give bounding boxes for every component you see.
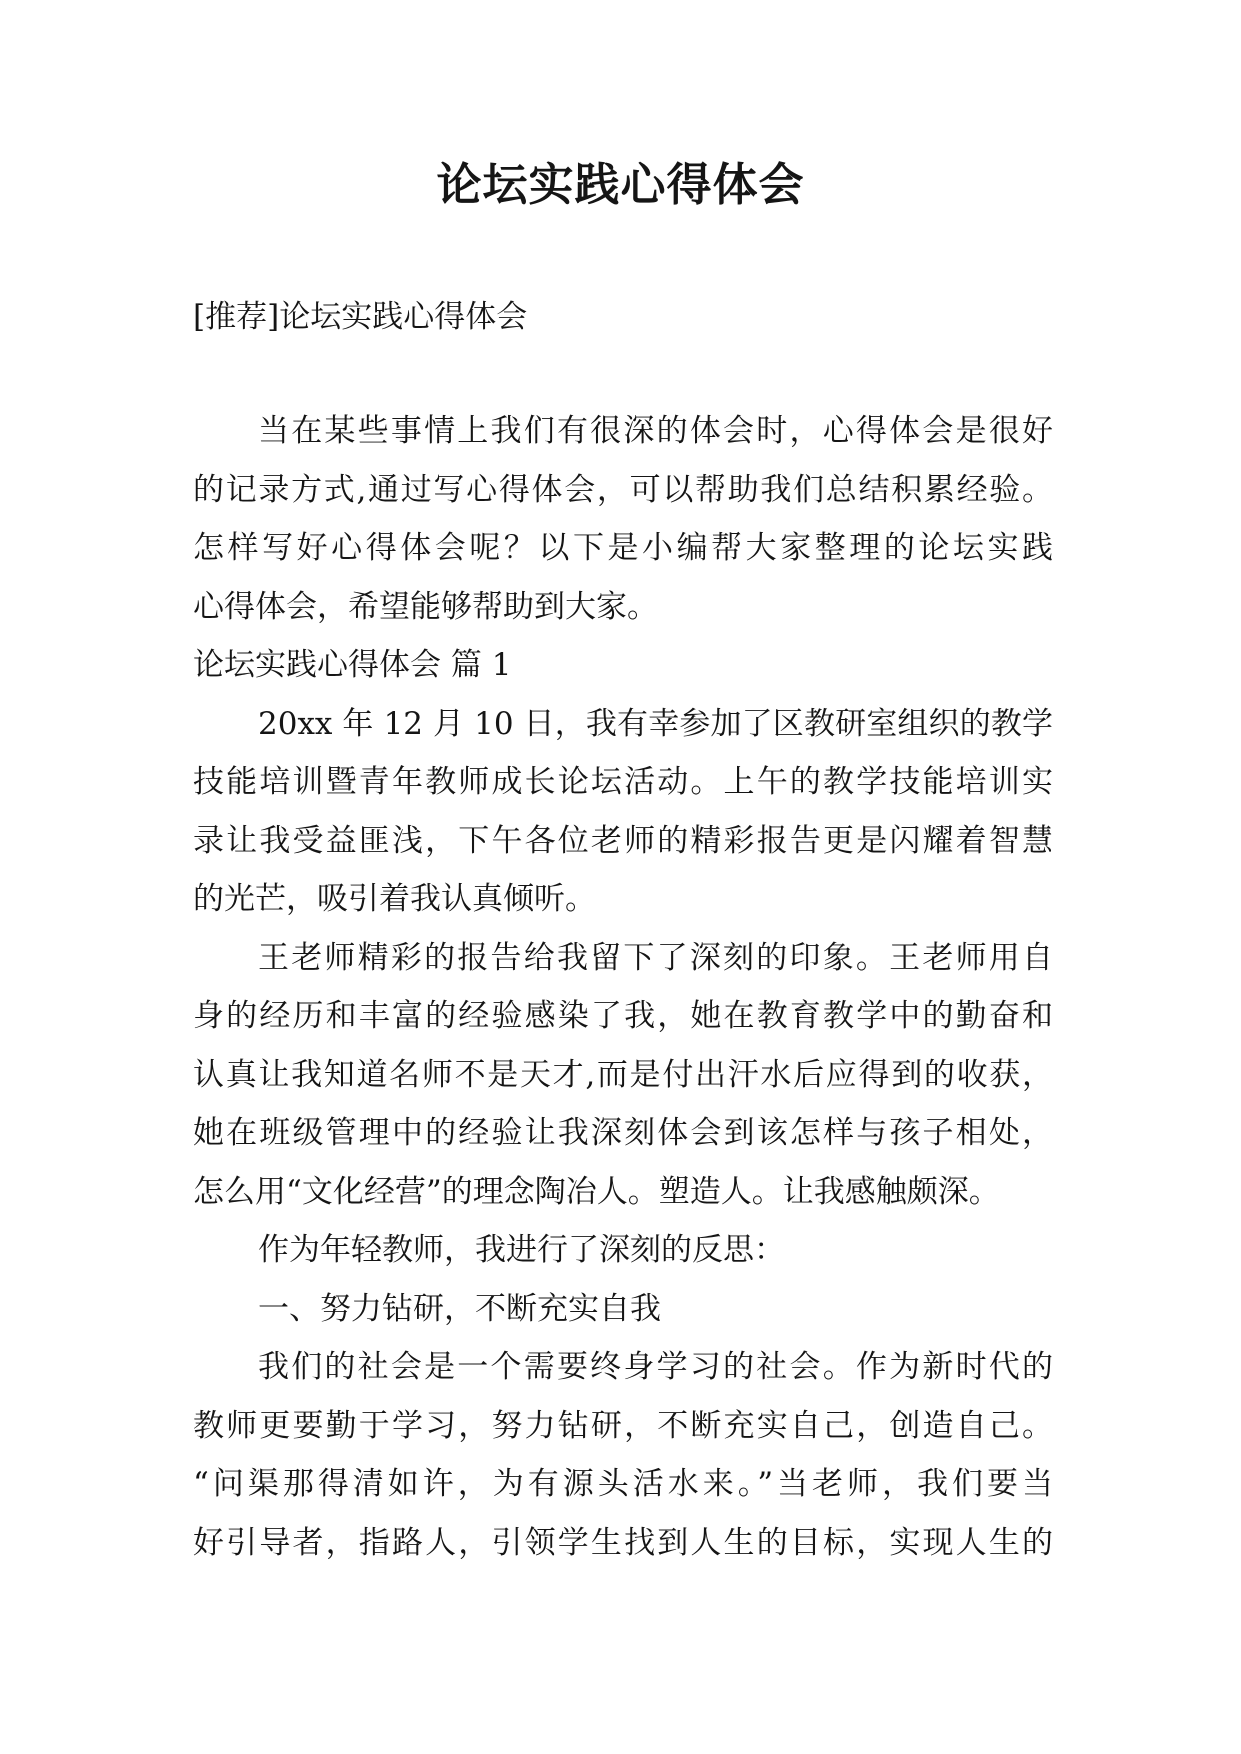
paragraph-reflection-intro [193,1221,1053,1280]
paragraph-teacher-report [193,929,1053,1222]
paragraph-line: 身的经历和丰富的经验感染了我，她在教育教学中的勤奋和 [193,998,1053,1034]
paragraph-line: 好引导者，指路人，引领学生找到人生的目标，实现人生的 [193,1524,1053,1561]
paragraph-line: 作为年轻教师，我进行了深刻的反思： [258,1232,785,1268]
paragraph-line: 技能培训暨青年教师成长论坛活动。上午的教学技能培训实 [193,764,1053,800]
paragraph-line: 我们的社会是一个需要终身学习的社会。作为新时代的 [258,1349,1053,1385]
paragraph-line: 教师更要勤于学习，努力钻研，不断充实自己，创造自己。 [193,1407,1053,1444]
paragraph-line: 心得体会，希望能够帮助到大家。 [193,588,658,625]
paragraph-line: 录让我受益匪浅，下午各位老师的精彩报告更是闪耀着智慧 [193,822,1053,859]
paragraph-intro [193,402,1053,636]
paragraph-line: 的光芒，吸引着我认真倾听。 [193,881,596,917]
page-title: 论坛实践心得体会 [436,158,805,211]
document-subtitle: [推荐]论坛实践心得体会 [193,299,528,335]
paragraph-line: 认真让我知道名师不是天才,而是付出汗水后应得到的收获， [193,1056,1053,1093]
subheading-point-one [193,1280,1053,1339]
paragraph-line: 怎么用“文化经营”的理念陶冶人。塑造人。让我感触颇深。 [193,1173,1000,1210]
paragraph-line: “问渠那得清如许，为有源头活水来。”当老师，我们要当 [193,1466,1053,1502]
section-heading [193,636,1053,695]
document-body [193,402,1053,1572]
paragraph-line: 的记录方式,通过写心得体会，可以帮助我们总结积累经验。 [193,471,1053,508]
subheading-text: 一、努力钻研，不断充实自我 [258,1290,661,1327]
section-heading-text: 论坛实践心得体会 篇 1 [193,647,512,683]
paragraph-line: 她在班级管理中的经验让我深刻体会到该怎样与孩子相处， [193,1115,1053,1151]
paragraph-line: 20xx 年 12 月 10 日，我有幸参加了区教研室组织的教学 [258,705,1053,742]
paragraph-line: 王老师精彩的报告给我留下了深刻的印象。王老师用自 [258,939,1053,976]
paragraph-lifelong-learning [193,1338,1053,1572]
paragraph-forum-activity [193,695,1053,929]
paragraph-line: 当在某些事情上我们有很深的体会时，心得体会是很好 [258,413,1053,449]
paragraph-line: 怎样写好心得体会呢？以下是小编帮大家整理的论坛实践 [193,530,1053,566]
